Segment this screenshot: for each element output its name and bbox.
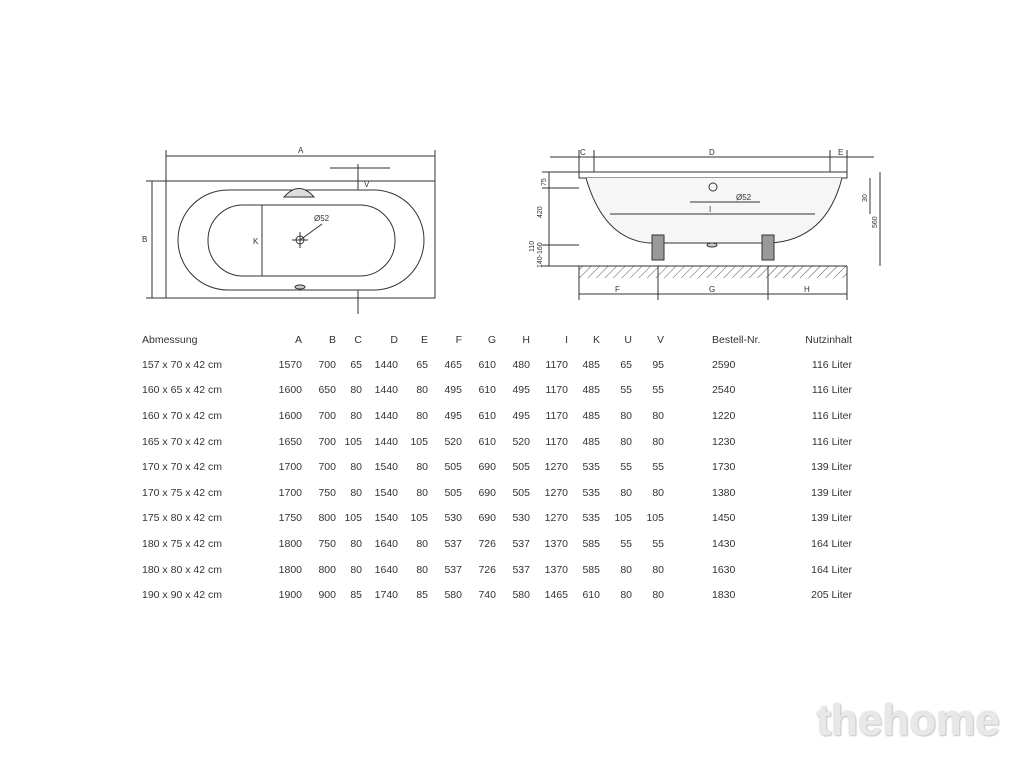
table-cell: 170 x 75 x 42 cm: [142, 486, 222, 499]
table-cell: 180 x 75 x 42 cm: [142, 537, 222, 550]
dim-label-560: 560: [872, 216, 879, 228]
table-cell: 530: [444, 512, 462, 525]
table-cell: 175 x 80 x 42 cm: [142, 512, 222, 525]
drain-icon: [707, 243, 717, 247]
table-cell: 585: [582, 563, 600, 576]
table-cell: 55: [620, 537, 632, 550]
column-header: H: [522, 334, 530, 346]
dim-label-h: H: [804, 285, 810, 294]
table-cell: 520: [444, 435, 462, 448]
column-gap: [664, 352, 712, 378]
table-cell: 1730: [712, 461, 736, 474]
table-cell: 610: [478, 384, 496, 397]
table-cell: 650: [318, 384, 336, 397]
dim-label-c: C: [580, 148, 586, 157]
table-cell: 105: [614, 512, 632, 525]
table-cell: 495: [512, 409, 530, 422]
table-cell: 1570: [278, 358, 302, 371]
table-cell: 105: [344, 435, 362, 448]
table-cell: 105: [344, 512, 362, 525]
dim-label-110: 110: [529, 240, 536, 252]
table-row: [130, 582, 852, 608]
table-cell: 170 x 70 x 42 cm: [142, 461, 222, 474]
column-gap: [664, 403, 712, 429]
table-cell: 80: [620, 435, 632, 448]
dim-label-drain: Ø52: [314, 214, 330, 223]
table-cell: 116 Liter: [811, 435, 852, 448]
table-cell: 1230: [712, 435, 736, 448]
table-cell: 139 Liter: [811, 512, 852, 525]
table-row: [130, 429, 852, 455]
table-cell: 105: [410, 512, 428, 525]
table-cell: 80: [350, 461, 362, 474]
table-cell: 1540: [374, 512, 398, 525]
table-cell: 610: [478, 358, 496, 371]
table-cell: 65: [350, 358, 362, 371]
table-cell: 1450: [712, 512, 736, 525]
table-cell: 190 x 90 x 42 cm: [142, 589, 222, 602]
table-cell: 1270: [544, 486, 568, 499]
table-cell: 164 Liter: [811, 563, 852, 576]
table-cell: 164 Liter: [811, 537, 852, 550]
table-cell: 480: [512, 358, 530, 371]
table-cell: 80: [350, 409, 362, 422]
table-cell: 535: [582, 486, 600, 499]
table-cell: 2590: [712, 358, 736, 371]
table-row: [130, 557, 852, 583]
column-header: F: [455, 334, 462, 346]
column-header: C: [354, 334, 362, 346]
table-cell: 180 x 80 x 42 cm: [142, 563, 222, 576]
table-cell: 80: [652, 486, 664, 499]
table-cell: 1630: [712, 563, 736, 576]
table-cell: 1800: [278, 563, 302, 576]
table-cell: 485: [582, 435, 600, 448]
column-gap: [664, 454, 712, 480]
table-cell: 750: [318, 486, 336, 499]
table-cell: 700: [318, 461, 336, 474]
table-cell: 1170: [545, 358, 568, 371]
column-gap: [664, 582, 712, 608]
table-cell: 139 Liter: [811, 486, 852, 499]
column-header: Nutzinhalt: [805, 334, 852, 346]
table-cell: 1640: [374, 537, 398, 550]
table-cell: 1270: [544, 461, 568, 474]
table-cell: 535: [582, 461, 600, 474]
table-header-row: [130, 328, 852, 352]
table-cell: 80: [416, 384, 428, 397]
drain-icon: [295, 285, 305, 289]
table-row: [130, 454, 852, 480]
table-cell: 700: [318, 409, 336, 422]
column-header: Bestell-Nr.: [712, 334, 761, 346]
table-row: [130, 480, 852, 506]
table-cell: 726: [478, 537, 496, 550]
table-cell: 495: [444, 384, 462, 397]
table-cell: 116 Liter: [811, 409, 852, 422]
dimension-table: [130, 328, 852, 608]
column-header: Abmessung: [142, 334, 198, 346]
table-cell: 537: [444, 563, 462, 576]
table-cell: 1540: [374, 461, 398, 474]
table-cell: 1370: [544, 563, 568, 576]
table-cell: 80: [350, 563, 362, 576]
table-cell: 505: [512, 461, 530, 474]
dim-label-a: A: [298, 146, 304, 155]
dim-label-g: G: [709, 285, 716, 294]
table-cell: 160 x 65 x 42 cm: [142, 384, 222, 397]
table-cell: 530: [512, 512, 530, 525]
table-cell: 740: [478, 589, 496, 602]
table-cell: 80: [652, 435, 664, 448]
table-cell: 55: [652, 461, 664, 474]
table-row: [130, 352, 852, 378]
column-gap: [664, 328, 712, 352]
table-cell: 80: [620, 563, 632, 576]
table-cell: 80: [416, 563, 428, 576]
plan-view: [146, 150, 435, 314]
table-cell: 80: [416, 486, 428, 499]
column-header: D: [390, 334, 398, 346]
table-cell: 55: [652, 537, 664, 550]
leg-right: [762, 235, 774, 260]
plan-labels: [142, 146, 370, 246]
column-header: K: [592, 334, 600, 346]
table-cell: 800: [318, 563, 336, 576]
table-cell: 55: [620, 384, 632, 397]
table-cell: 1830: [712, 589, 736, 602]
column-gap: [664, 429, 712, 455]
table-cell: 726: [478, 563, 496, 576]
table-cell: 2540: [712, 384, 736, 397]
side-view: [542, 150, 880, 300]
table-cell: 495: [512, 384, 530, 397]
table-cell: 1750: [278, 512, 302, 525]
dim-label-e: E: [838, 148, 844, 157]
table-cell: 85: [416, 589, 428, 602]
dim-label-30: 30: [862, 194, 869, 202]
table-cell: 505: [444, 486, 462, 499]
watermark-logo: thehome: [816, 696, 1000, 745]
column-gap: [664, 378, 712, 404]
table-cell: 85: [350, 589, 362, 602]
floor: [579, 266, 847, 278]
dim-label-v: V: [364, 180, 370, 189]
column-header: I: [565, 334, 568, 346]
table-cell: 1800: [278, 537, 302, 550]
table-cell: 537: [512, 537, 530, 550]
table-cell: 900: [318, 589, 336, 602]
table-cell: 485: [582, 384, 600, 397]
dim-label-f: F: [615, 285, 620, 294]
table-cell: 80: [620, 589, 632, 602]
table-cell: 80: [620, 409, 632, 422]
column-gap: [664, 531, 712, 557]
table-cell: 505: [444, 461, 462, 474]
table-cell: 55: [620, 461, 632, 474]
table-cell: 80: [350, 486, 362, 499]
table-cell: 1740: [374, 589, 398, 602]
table-cell: 1380: [712, 486, 736, 499]
dim-label-drain: Ø52: [736, 193, 752, 202]
table-cell: 1440: [374, 409, 398, 422]
table-cell: 700: [318, 435, 336, 448]
table-cell: 537: [512, 563, 530, 576]
table-cell: 80: [416, 537, 428, 550]
dim-label-i: I: [709, 205, 712, 214]
column-header: A: [294, 334, 302, 346]
table-cell: 95: [652, 358, 664, 371]
table-cell: 610: [582, 589, 600, 602]
column-header: E: [420, 334, 428, 346]
column-header: G: [487, 334, 496, 346]
table-cell: 157 x 70 x 42 cm: [142, 358, 222, 371]
leg-left: [652, 235, 664, 260]
table-cell: 160 x 70 x 42 cm: [142, 409, 222, 422]
table-cell: 55: [652, 384, 664, 397]
table-cell: 1170: [545, 409, 568, 422]
table-cell: 65: [416, 358, 428, 371]
table-cell: 116 Liter: [811, 384, 852, 397]
column-gap: [664, 557, 712, 583]
table-cell: 80: [652, 563, 664, 576]
table-cell: 700: [318, 358, 336, 371]
column-header: B: [328, 334, 336, 346]
table-cell: 165 x 70 x 42 cm: [142, 435, 222, 448]
table-cell: 520: [512, 435, 530, 448]
table-cell: 1370: [544, 537, 568, 550]
table-cell: 80: [350, 384, 362, 397]
table-cell: 505: [512, 486, 530, 499]
table-cell: 1430: [712, 537, 736, 550]
table-cell: 610: [478, 435, 496, 448]
column-gap: [664, 480, 712, 506]
dim-label-b: B: [142, 235, 148, 244]
table-cell: 105: [646, 512, 664, 525]
tub-rim: [579, 172, 847, 178]
table-cell: 1440: [374, 358, 398, 371]
table-cell: 65: [620, 358, 632, 371]
table-cell: 610: [478, 409, 496, 422]
table-cell: 690: [478, 486, 496, 499]
table-cell: 1540: [374, 486, 398, 499]
table-row: [130, 403, 852, 429]
table-cell: 690: [478, 512, 496, 525]
table-cell: 535: [582, 512, 600, 525]
table-cell: 1700: [278, 461, 302, 474]
table-cell: 1270: [544, 512, 568, 525]
table-cell: 537: [444, 537, 462, 550]
table-cell: 750: [318, 537, 336, 550]
table-cell: 690: [478, 461, 496, 474]
table-cell: 80: [652, 409, 664, 422]
table-cell: 105: [410, 435, 428, 448]
table-cell: 465: [444, 358, 462, 371]
table-cell: 1440: [374, 435, 398, 448]
table-cell: 495: [444, 409, 462, 422]
table-row: [130, 378, 852, 404]
column-gap: [664, 506, 712, 532]
table-cell: 1440: [374, 384, 398, 397]
tub-body: [586, 178, 842, 243]
column-header: V: [656, 334, 664, 346]
table-cell: 1220: [712, 409, 736, 422]
table-cell: 580: [444, 589, 462, 602]
table-cell: 1170: [545, 384, 568, 397]
table-cell: 116 Liter: [811, 358, 852, 371]
table-cell: 580: [512, 589, 530, 602]
table-cell: 1170: [545, 435, 568, 448]
table-cell: 80: [620, 486, 632, 499]
table-row: [130, 531, 852, 557]
table-cell: 800: [318, 512, 336, 525]
dim-label-k: K: [253, 237, 259, 246]
technical-drawings: [0, 0, 1024, 320]
table-cell: 80: [652, 589, 664, 602]
table-cell: 1650: [278, 435, 302, 448]
table-cell: 80: [416, 461, 428, 474]
dim-label-420: 420: [537, 206, 544, 218]
dim-label-140-160: 140-160: [537, 242, 544, 268]
table-cell: 485: [582, 409, 600, 422]
column-header: U: [624, 334, 632, 346]
table-cell: 485: [582, 358, 600, 371]
table-cell: 585: [582, 537, 600, 550]
table-cell: 1640: [374, 563, 398, 576]
table-row: [130, 506, 852, 532]
table-cell: 1600: [278, 409, 302, 422]
table-cell: 1700: [278, 486, 302, 499]
table-cell: 1900: [278, 589, 302, 602]
dim-label-75: 75: [541, 178, 548, 186]
table-cell: 80: [350, 537, 362, 550]
table-cell: 139 Liter: [811, 461, 852, 474]
table-cell: 80: [416, 409, 428, 422]
table-cell: 1600: [278, 384, 302, 397]
table-cell: 205 Liter: [811, 589, 852, 602]
dim-label-d: D: [709, 148, 715, 157]
table-cell: 1465: [544, 589, 568, 602]
